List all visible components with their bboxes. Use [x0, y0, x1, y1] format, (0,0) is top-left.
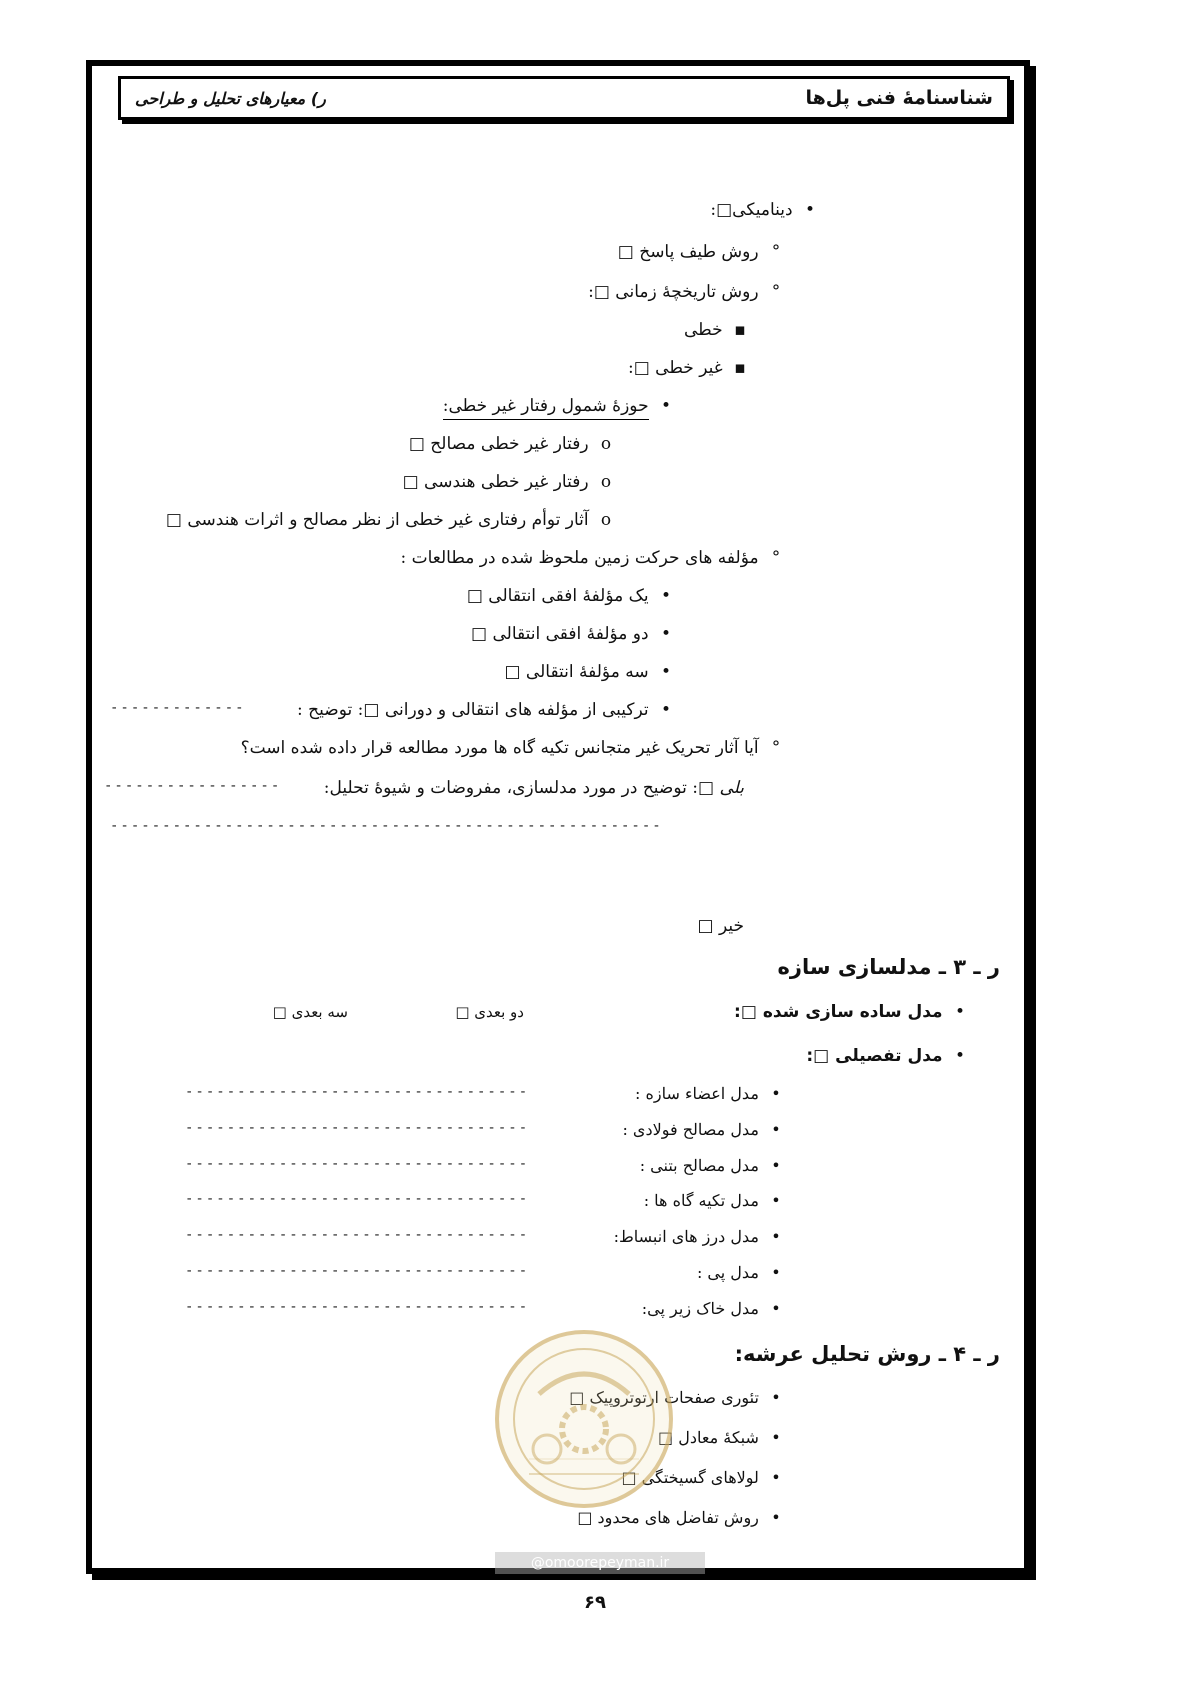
deck-method-label: تئوری صفحات ارتوتروپیک □: [569, 1388, 759, 1407]
nonlinear-scope-label: حوزهٔ شمول رفتار غیر خطی:: [443, 396, 649, 420]
bullet-marker: •: [771, 1084, 781, 1103]
hollow-marker: o: [600, 472, 612, 492]
nonuniform-item: [241, 736, 788, 760]
bullet-marker: •: [771, 1156, 781, 1175]
bullet-marker: •: [771, 1388, 781, 1407]
components-label: مؤلفه های حرکت زمین ملحوظ شده در مطالعات :: [400, 548, 759, 568]
combo-dashes: -------------: [110, 700, 246, 716]
nonlinear-item: [628, 356, 752, 380]
dynamic-label: دینامیکی□:: [710, 200, 793, 220]
three-comp-item: [504, 660, 678, 684]
document-title: شناسنامهٔ فنی پل‌ها: [805, 87, 993, 109]
no-item: [698, 914, 744, 938]
no-label: خیر □: [697, 916, 744, 936]
square-marker: ▪: [734, 320, 746, 340]
geometric-label: رفتار غیر خطی هندسی □: [402, 472, 589, 492]
one-comp-item: [467, 584, 678, 608]
model-item: [614, 1225, 788, 1249]
yes-dashes-line2: -----------------------------------------------------: [110, 818, 663, 834]
combo-comp-item: [297, 698, 678, 722]
bullet-marker: •: [804, 200, 816, 220]
watermark-url: @omoorepeyman.ir: [495, 1552, 705, 1574]
model-item: [644, 1189, 788, 1213]
yes-label: بلی: [719, 778, 744, 798]
two-d-option: دو بعدی □: [455, 1003, 524, 1021]
detailed-label: مدل تفصیلی □:: [806, 1046, 943, 1066]
model-item-label: مدل مصالح فولادی :: [622, 1120, 759, 1139]
model-item: [640, 1154, 788, 1178]
history-label: روش تاریخچهٔ زمانی □:: [588, 282, 759, 302]
ring-marker: °: [771, 242, 781, 262]
bullet-marker: •: [954, 1002, 966, 1022]
section-title: ر) معیارهای تحلیل و طراحی: [135, 88, 326, 108]
geometric-item: [403, 470, 618, 494]
detailed-item: [806, 1044, 972, 1068]
material-item: [409, 432, 618, 456]
material-label: رفتار غیر خطی مصالح □: [408, 434, 589, 454]
bullet-marker: •: [660, 662, 672, 682]
page-number: ۶۹: [584, 1592, 606, 1613]
bullet-marker: •: [771, 1428, 781, 1447]
model-item-label: مدل مصالح بتنی :: [639, 1156, 759, 1175]
components-item: [400, 546, 788, 570]
bullet-marker: •: [771, 1191, 781, 1210]
square-marker: ▪: [734, 358, 746, 378]
deck-method-label: لولاهای گسیختگی □: [621, 1468, 759, 1487]
spectrum-label: روش طیف پاسخ □: [617, 242, 759, 262]
model-item-label: مدل خاک زیر پی:: [641, 1299, 759, 1318]
three-comp-label: سه مؤلفهٔ انتقالی □: [504, 662, 649, 682]
three-d-option: سه بعدی □: [272, 1003, 348, 1021]
section-heading-modeling: ر ـ ۳ ـ مدلسازی سازه: [777, 955, 1000, 979]
deck-method-item: [621, 1466, 788, 1490]
linear-item: [684, 318, 752, 342]
bullet-marker: •: [771, 1227, 781, 1246]
yes-item: [324, 776, 744, 800]
combined-item: [166, 508, 618, 532]
model-item-dashes: ---------------------------------: [185, 1156, 530, 1172]
bullet-marker: •: [660, 624, 672, 644]
deck-method-label: روش تفاضل های محدود □: [577, 1508, 759, 1527]
combined-label: آثار توأم رفتاری غیر خطی از نظر مصالح و اثرات هندسی □: [165, 510, 589, 530]
model-item: [635, 1082, 788, 1106]
model-item-dashes: ---------------------------------: [185, 1299, 530, 1315]
bullet-marker: •: [660, 396, 672, 416]
bullet-marker: •: [660, 700, 672, 720]
bullet-marker: •: [660, 586, 672, 606]
nonlinear-label: غیر خطی □:: [627, 358, 723, 378]
simplified-item: [734, 1000, 972, 1024]
hollow-marker: o: [600, 510, 612, 530]
model-item-dashes: ---------------------------------: [185, 1227, 530, 1243]
model-item-dashes: ---------------------------------: [185, 1120, 530, 1136]
model-item: [697, 1261, 788, 1285]
model-item: [642, 1297, 788, 1321]
spectrum-item: [618, 240, 788, 264]
model-item-dashes: ---------------------------------: [185, 1084, 530, 1100]
model-item-label: مدل تکیه گاه ها :: [643, 1191, 759, 1210]
deck-method-item: [577, 1506, 788, 1530]
deck-method-label: شبکهٔ معادل □: [658, 1428, 759, 1447]
bullet-marker: •: [771, 1263, 781, 1282]
hollow-marker: o: [600, 434, 612, 454]
model-item-dashes: ---------------------------------: [185, 1191, 530, 1207]
ring-marker: °: [771, 738, 781, 758]
model-item: [622, 1118, 788, 1142]
history-item: [588, 280, 788, 304]
deck-method-item: [658, 1426, 788, 1450]
two-comp-item: [471, 622, 678, 646]
yes-text: □: توضیح در مورد مدلسازی، مفروضات و شیوهٔ تحلیل:: [323, 778, 715, 798]
section-heading-deck: ر ـ ۴ ـ روش تحلیل عرشه:: [734, 1342, 1000, 1366]
model-item-label: مدل اعضاء سازه :: [635, 1084, 759, 1103]
two-comp-label: دو مؤلفهٔ افقی انتقالی □: [471, 624, 649, 644]
bullet-marker: •: [771, 1468, 781, 1487]
bullet-marker: •: [771, 1299, 781, 1318]
one-comp-label: یک مؤلفهٔ افقی انتقالی □: [466, 586, 649, 606]
bullet-marker: •: [771, 1508, 781, 1527]
nonuniform-question: آیا آثار تحریک غیر متجانس تکیه گاه ها مورد مطالعه قرار داده شده است؟: [240, 738, 759, 758]
dynamic-item: [710, 198, 822, 222]
model-item-label: مدل پی :: [696, 1263, 759, 1282]
nonlinear-scope-item: [443, 394, 678, 418]
linear-label: خطی: [683, 320, 723, 340]
bullet-marker: •: [771, 1120, 781, 1139]
model-item-label: مدل درز های انبساط:: [613, 1227, 759, 1246]
combo-comp-label: ترکیبی از مؤلفه های انتقالی و دورانی □: توضیح :: [297, 700, 649, 720]
ring-marker: °: [771, 548, 781, 568]
deck-method-item: [569, 1386, 788, 1410]
ring-marker: °: [771, 282, 781, 302]
simplified-label: مدل ساده سازی شده □:: [734, 1002, 943, 1022]
model-item-dashes: ---------------------------------: [185, 1263, 530, 1279]
bullet-marker: •: [954, 1046, 966, 1066]
yes-dashes: -----------------: [104, 778, 282, 794]
page-header: [118, 76, 1010, 120]
